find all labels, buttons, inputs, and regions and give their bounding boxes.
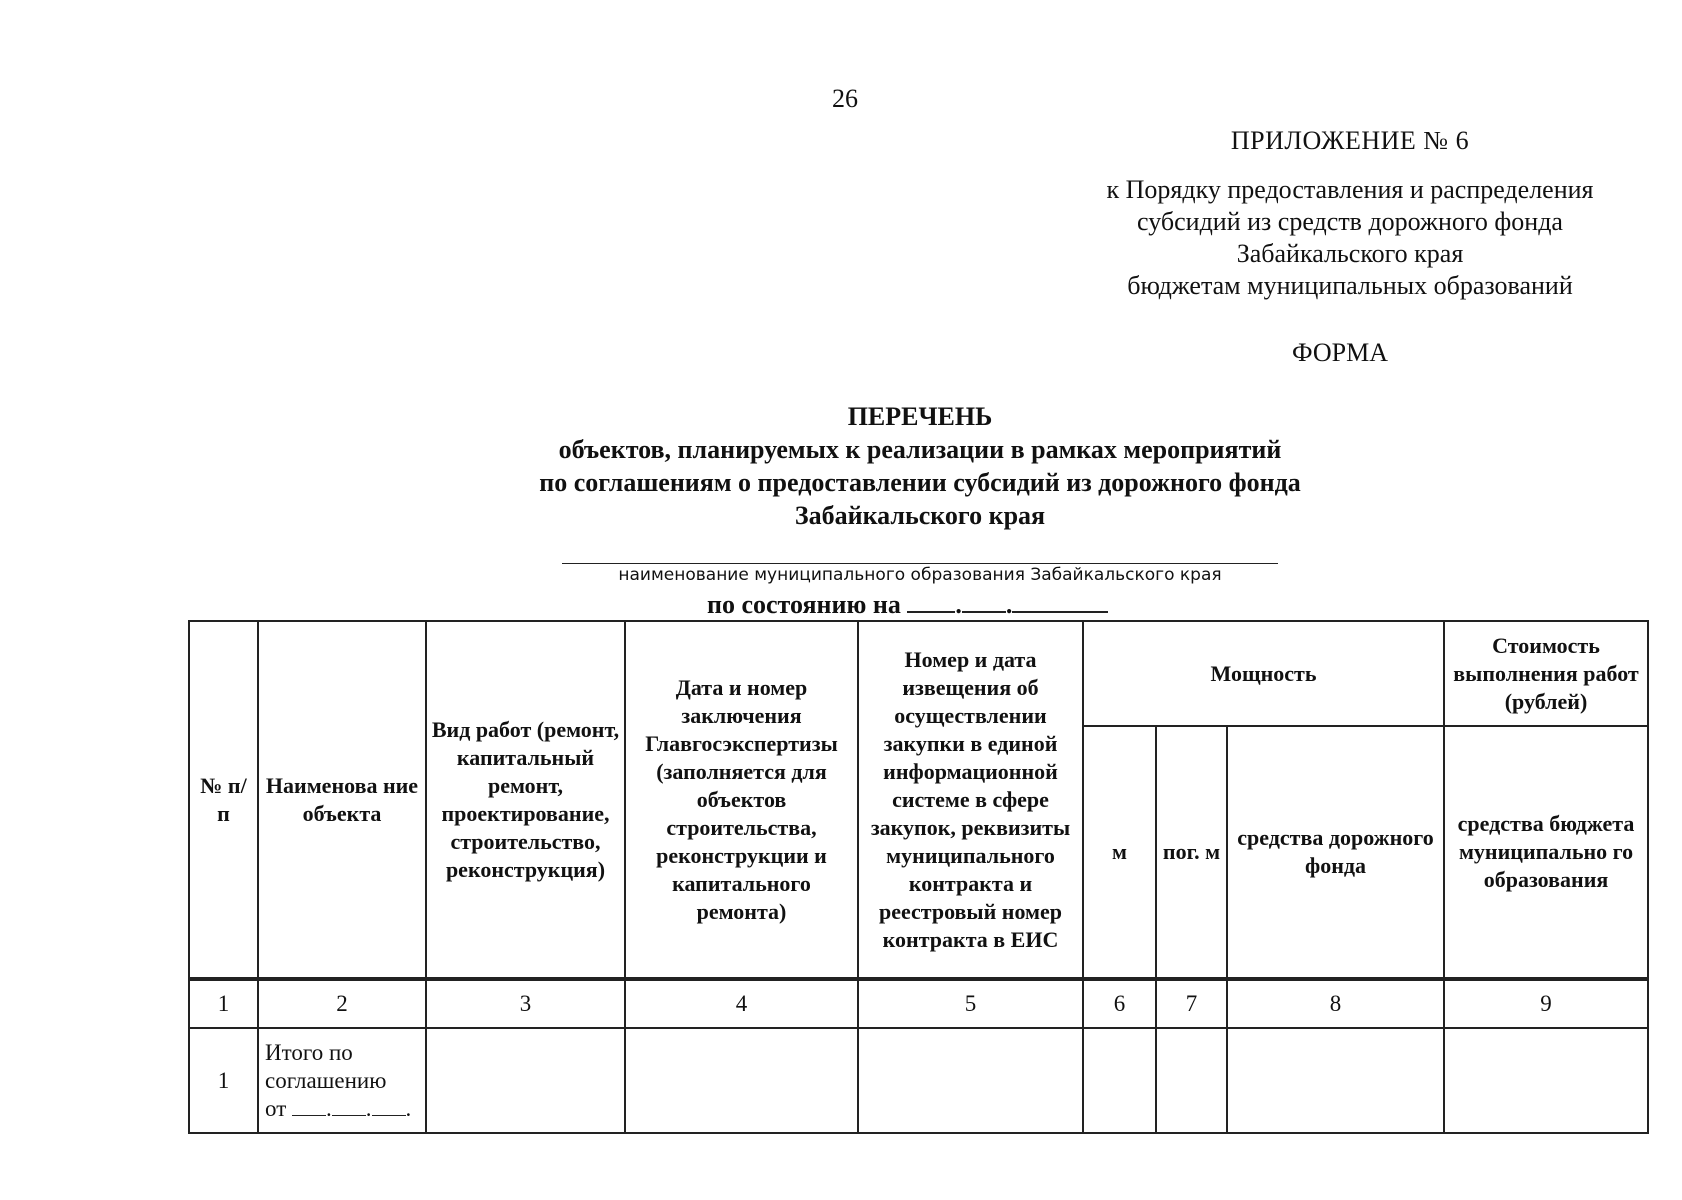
- header-cost: Стоимость выполнения работ (рублей): [1444, 621, 1648, 726]
- appendix-reference: [1060, 174, 1640, 302]
- row-date-prefix: от: [265, 1095, 287, 1121]
- header-road-fund: средства дорожного фонда: [1227, 726, 1444, 978]
- title-line: по соглашениям о предоставлении субсидий из дорожного фонда: [539, 468, 1301, 497]
- appendix-ref-line: Забайкальского края: [1236, 239, 1464, 268]
- row-object-name: [258, 1028, 426, 1133]
- row-name-line-date: от . . .: [265, 1095, 412, 1121]
- header-num: № п/п: [189, 621, 258, 978]
- form-label: ФОРМА: [1292, 338, 1388, 367]
- header-unit-pog-m: пог. м: [1156, 726, 1227, 978]
- row-name-line: соглашению: [265, 1067, 387, 1093]
- row-work-type-cell[interactable]: [426, 1028, 625, 1133]
- title-line: Забайкальского края: [794, 501, 1046, 530]
- column-number: 8: [1227, 980, 1444, 1028]
- header-procurement: Номер и дата извещения об осуществлении закупки в единой информационной системе в сфере закупок, реквизиты муниципального контракта и реестровый номер контракта в ЕИС: [858, 621, 1083, 978]
- row-municipal-budget-cell[interactable]: [1444, 1028, 1648, 1133]
- header-work-type: Вид работ (ремонт, капитальный ремонт, проектирование, строительство, реконструкция): [426, 621, 625, 978]
- day-blank: [907, 591, 955, 613]
- header-unit-m: м: [1083, 726, 1156, 978]
- document-title: [360, 400, 1480, 532]
- appendix-ref-line: бюджетам муниципальных образований: [1127, 271, 1573, 300]
- header-object-name: Наименова ние объекта: [258, 621, 426, 978]
- column-number: 7: [1156, 980, 1227, 1028]
- header-municipal-budget: средства бюджета муниципально го образования: [1444, 726, 1648, 978]
- appendix-title: ПРИЛОЖЕНИЕ № 6: [1230, 126, 1470, 155]
- header-expertise: Дата и номер заключения Главгосэкспертизы (заполняется для объектов строительства, реконструкции и капитального ремонта): [625, 621, 858, 978]
- appendix-ref-line: к Порядку предоставления и распределения: [1106, 175, 1594, 204]
- objects-table-header: [188, 620, 1649, 979]
- column-number: 3: [426, 980, 625, 1028]
- column-number: 6: [1083, 980, 1156, 1028]
- row-unit-m-cell[interactable]: [1083, 1028, 1156, 1133]
- municipality-name-caption: наименование муниципального образования Забайкальского края: [618, 565, 1222, 585]
- appendix-ref-line: субсидий из средств дорожного фонда: [1137, 207, 1563, 236]
- row-num: 1: [189, 1028, 258, 1133]
- row-procurement-cell[interactable]: [858, 1028, 1083, 1133]
- as-of-date-line: по состоянию на . .: [707, 590, 1157, 620]
- row-name-line: Итого по: [265, 1039, 353, 1065]
- title-line: ПЕРЕЧЕНЬ: [847, 402, 993, 431]
- column-number: 1: [189, 980, 258, 1028]
- title-line: объектов, планируемых к реализации в рамках мероприятий: [558, 435, 1282, 464]
- row-expertise-cell[interactable]: [625, 1028, 858, 1133]
- header-capacity: Мощность: [1083, 621, 1444, 726]
- month-blank: [962, 591, 1006, 613]
- municipality-name-field-line: [562, 563, 1278, 564]
- row-unit-pog-m-cell[interactable]: [1156, 1028, 1227, 1133]
- column-number: 2: [258, 980, 426, 1028]
- as-of-label: по состоянию на: [707, 590, 901, 619]
- column-number: 9: [1444, 980, 1648, 1028]
- page-number: 26: [832, 84, 858, 113]
- column-number: 4: [625, 980, 858, 1028]
- row-road-fund-cell[interactable]: [1227, 1028, 1444, 1133]
- column-numbers-row: [189, 980, 1648, 1028]
- objects-table-body: [188, 979, 1649, 1134]
- table-row: [189, 1028, 1648, 1133]
- year-blank: [1012, 591, 1108, 613]
- column-number: 5: [858, 980, 1083, 1028]
